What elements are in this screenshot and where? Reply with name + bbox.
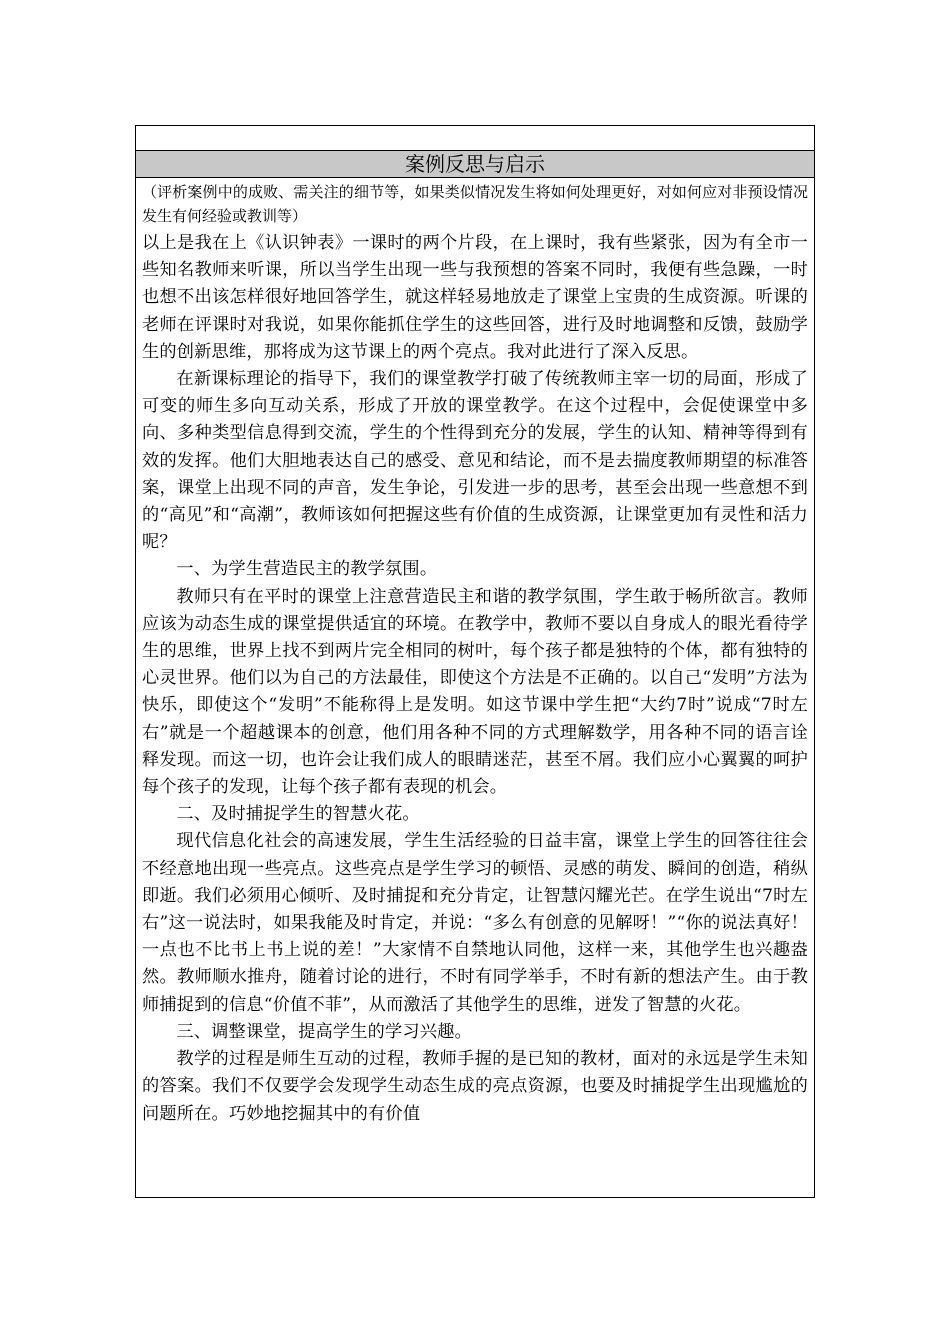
heading-2: 二、及时捕捉学生的智慧火花。 (176, 804, 420, 825)
instruction-text: （评析案例中的成败、需关注的细节等，如果类似情况发生将如何处理更好，对如何应对非预设情况发生有何经验或教训等） (142, 183, 808, 225)
section-title: 案例反思与启示 (136, 151, 814, 178)
content-cell (136, 178, 814, 1128)
blank-row (136, 126, 814, 151)
paragraph: 教师只有在平时的课堂上注意营造民主和谐的教学氛围，学生敢于畅所欲言。教师应该为动态生成的课堂提供适宜的环境。在教学中，教师不要以自身成人的眼光看待学生的思维，世界上找不到两片完全相同的树叶，每个孩子都是独特的个体，都有独特的心灵世界。他们以为自己的方法最佳，即使这个方法是不正确的。以自己“发明”方法为快乐，即使这个“发明”不能称得上是发明。如这节课中学生把“大约7时”说成“7时左右”就是一个超越课本的创意，他们用各种不同的方式理解数学，用各种不同的语言诠释发现。而这一切，也许会让我们成人的眼睛迷茫，甚至不屑。我们应小心翼翼的呵护每个孩子的发现，让每个孩子都有表现的机会。 (142, 586, 808, 798)
paragraph: 以上是我在上《认识钟表》一课时的两个片段，在上课时，我有些紧张，因为有全市一些知名教师来听课，所以当学生出现一些与我预想的答案不同时，我便有些急躁，一时也想不出该怎样很好地回答学生，就这样轻易地放走了课堂上宝贵的生成资源。听课的老师在评课时对我说，如果你能抓住学生的这些回答，进行及时地调整和反馈，鼓励学生的创新思维，那将成为这节课上的两个亮点。我对此进行了深入反思。 (142, 233, 808, 362)
reflection-table (135, 125, 815, 1198)
paragraph: 现代信息化社会的高速发展，学生生活经验的日益丰富，课堂上学生的回答往往会不经意地出现一些亮点。这些亮点是学生学习的顿悟、灵感的萌发、瞬间的创造，稍纵即逝。我们必须用心倾听、及时捕捉和充分肯定，让智慧闪耀光芒。在学生说出“7时左右”这一说法时，如果我能及时肯定，并说：“多么有创意的见解呀！”“你的说法真好！一点也不比书上书上说的差！”大家情不自禁地认同他，这样一来，其他学生也兴趣盎然。教师顺水推舟，随着讨论的进行，不时有同学举手，不时有新的想法产生。由于教师捕捉到的信息“价值不菲”，从而激活了其他学生的思维，迸发了智慧的火花。 (142, 831, 808, 1015)
heading-3: 三、调整课堂，提高学生的学习兴趣。 (176, 1021, 472, 1042)
heading-1: 一、为学生营造民主的教学氛围。 (176, 559, 438, 580)
paragraph: 教学的过程是师生互动的过程，教师手握的是已知的教材，面对的永远是学生未知的答案。我们不仅要学会发现学生动态生成的亮点资源，也要及时捕捉学生出现尴尬的问题所在。巧妙地挖掘其中的有价值 (142, 1049, 808, 1124)
paragraph: 在新课标理论的指导下，我们的课堂教学打破了传统教师主宰一切的局面，形成了可变的师生多向互动关系，形成了开放的课堂教学。在这个过程中，会促使课堂中多向、多种类型信息得到交流，学生的个性得到充分的发展，学生的认知、精神等得到有效的发挥。他们大胆地表达自己的感受、意见和结论，而不是去揣度教师期望的标准答案，课堂上出现不同的声音，发生争论，引发进一步的思考，甚至会出现一些意想不到的“高见”和“高潮”，教师该如何把握这些有价值的生成资源，让课堂更加有灵性和活力呢？ (142, 369, 808, 553)
